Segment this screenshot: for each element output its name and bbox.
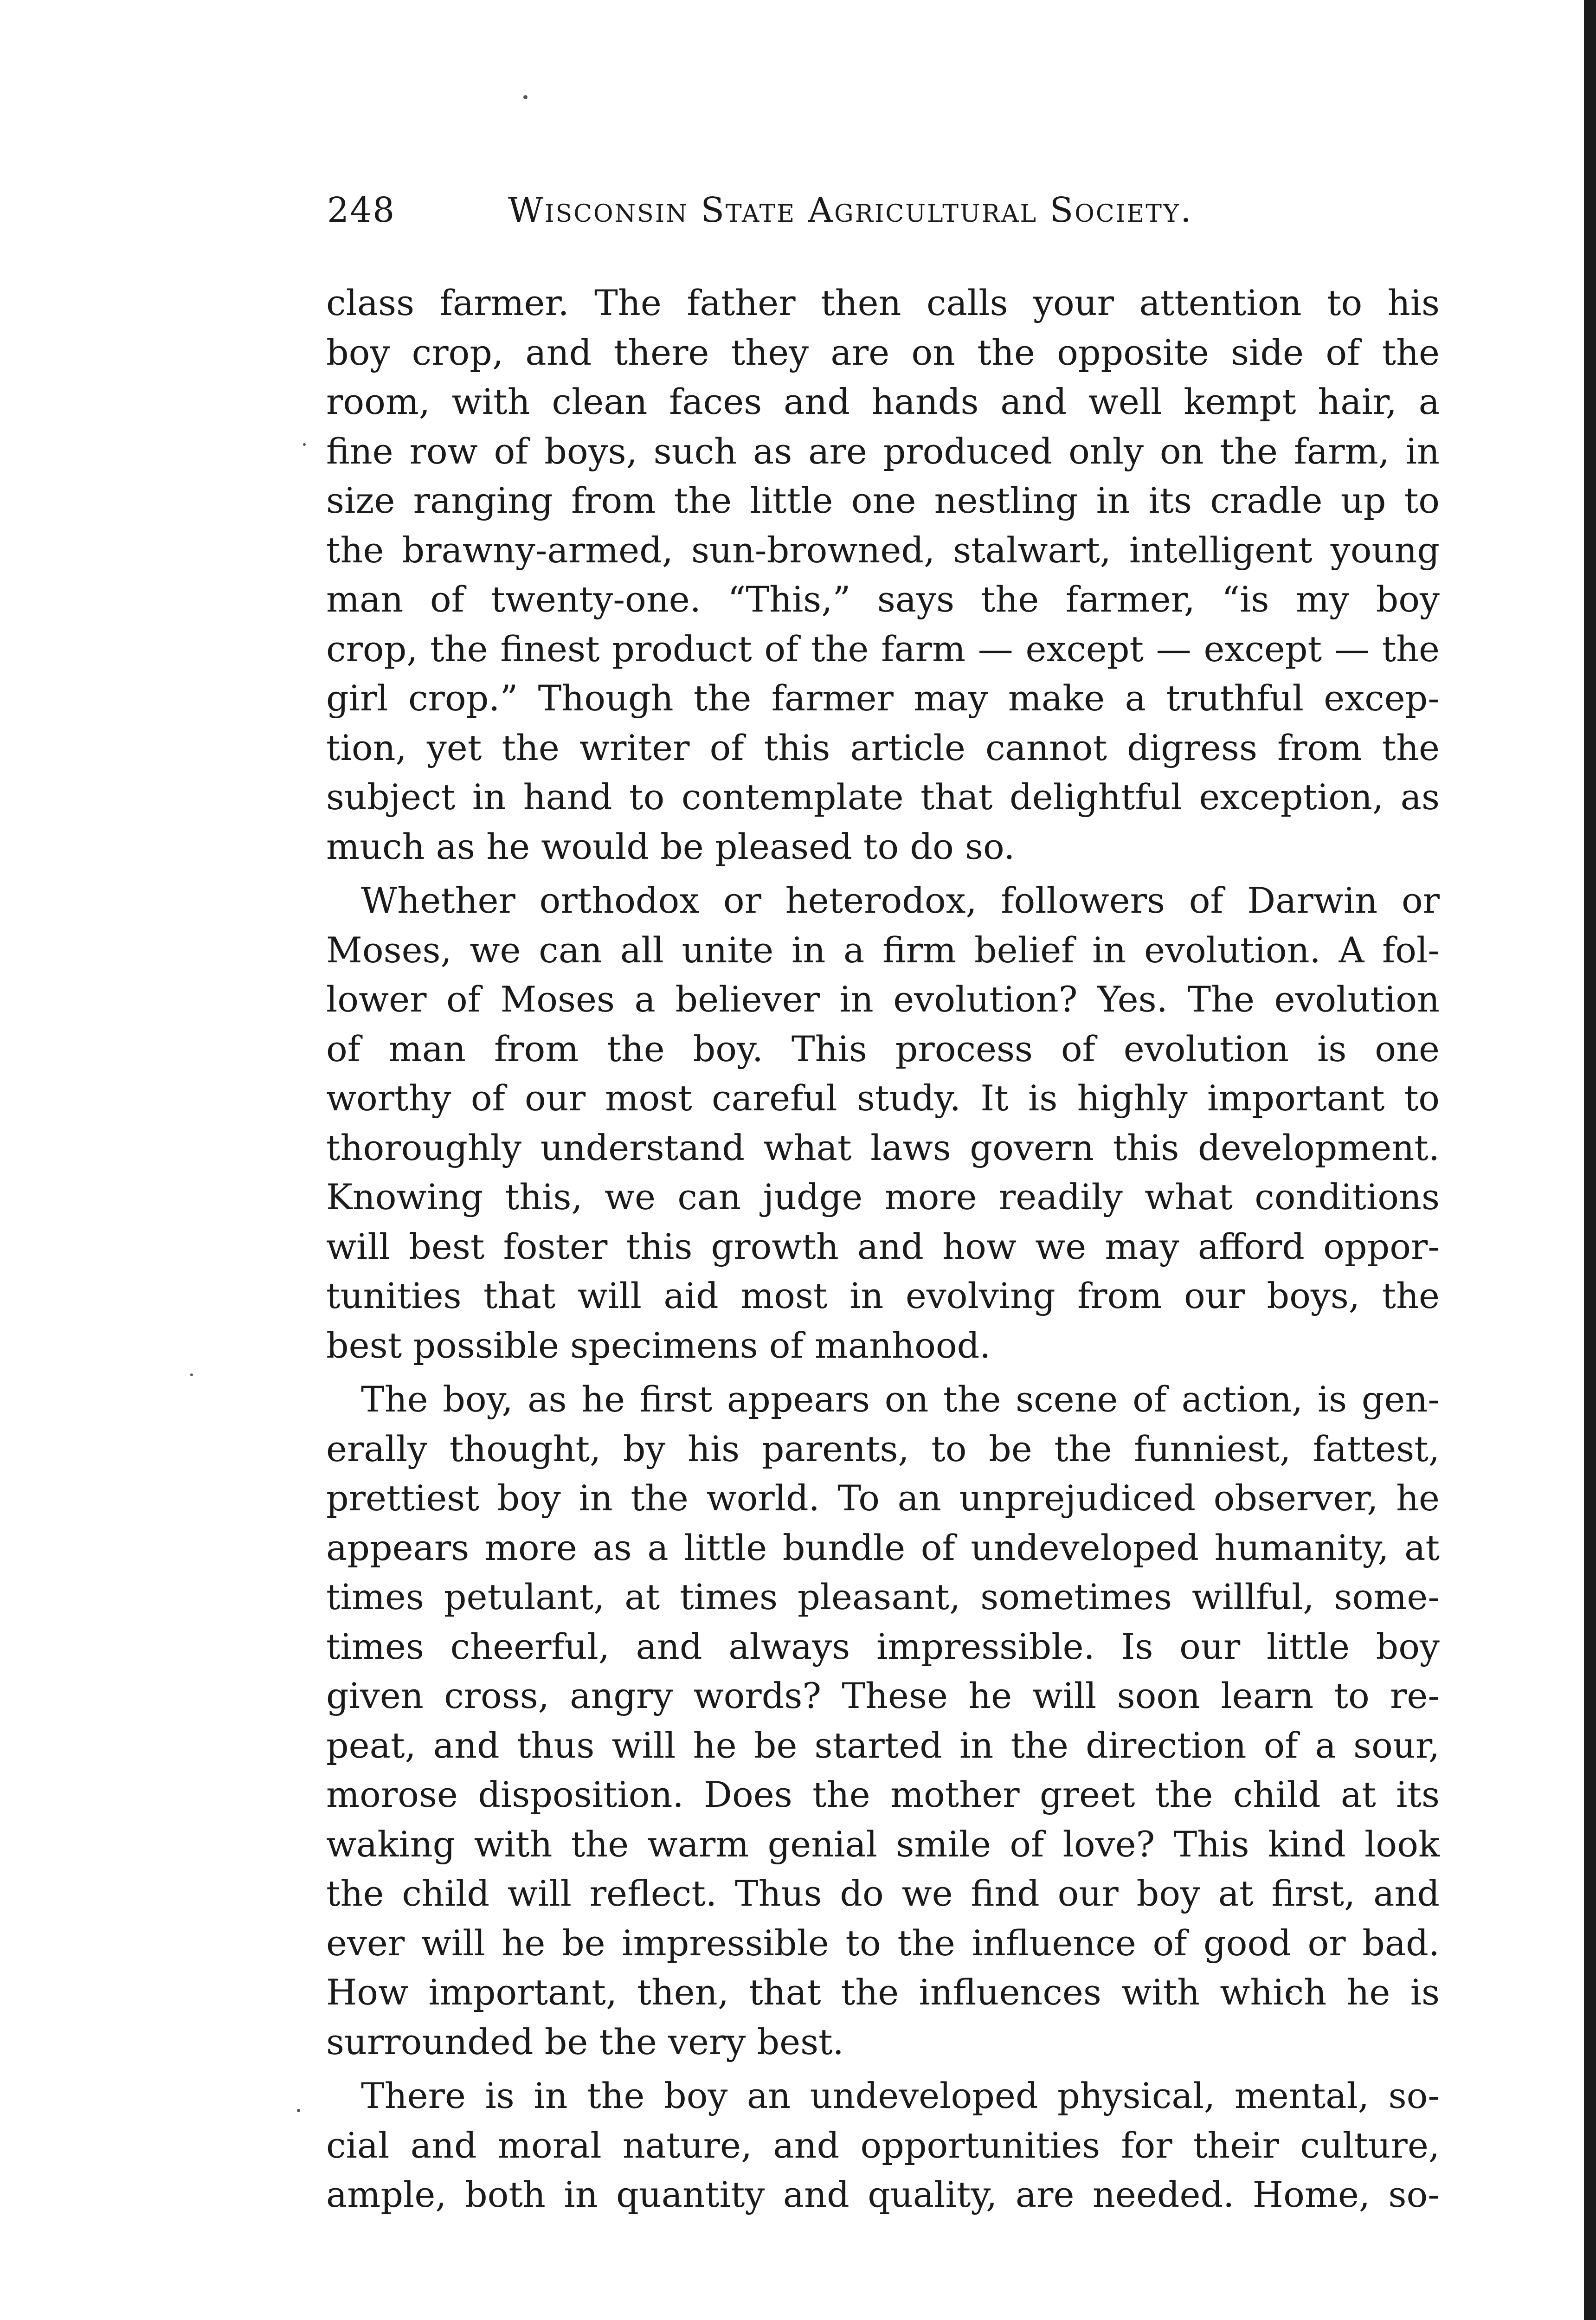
text-line: size ranging from the little one nestling in its cradle up to [326,480,1440,521]
text-line: cial and moral nature, and opportunities for their culture, [326,2124,1440,2166]
text-line: prettiest boy in the world. To an unprejudiced observer, he [326,1477,1440,1519]
text-line: appears more as a little bundle of undeveloped humanity, at [326,1527,1440,1568]
text-line: morose disposition. Does the mother greet the child at its [326,1774,1440,1815]
text-line: fine row of boys, such as are produced only on the farm, in [326,430,1440,472]
text-line: girl crop.” Though the farmer may make a truthful excep- [326,677,1440,719]
text-line: man of twenty-one. “This,” says the farmer, “is my boy [326,579,1440,620]
text-line: erally thought, by his parents, to be the funniest, fattest, [326,1428,1440,1469]
text-line: There is in the boy an undeveloped physical, mental, so- [361,2075,1440,2116]
text-line: the child will reflect. Thus do we find our boy at first, and [326,1873,1440,1914]
text-line: waking with the warm genial smile of love? This kind look [326,1823,1440,1865]
page-number: 248 [327,190,396,230]
text-line: boy crop, and there they are on the opposite side of the [326,331,1440,373]
text-line: subject in hand to contemplate that delightful exception, as [326,776,1440,818]
text-line: crop, the finest product of the farm — except — except — the [326,628,1440,670]
text-line: much as he would be pleased to do so. [326,825,1015,867]
text-line: room, with clean faces and hands and well kempt hair, a [326,381,1440,422]
text-line: times petulant, at times pleasant, sometimes willful, some- [326,1576,1440,1618]
text-line: tion, yet the writer of this article cannot digress from the [326,727,1440,768]
text-line: of man from the boy. This process of evolution is one [326,1028,1440,1070]
text-line: thoroughly understand what laws govern this development. [326,1127,1440,1168]
scan-speck [190,1373,193,1376]
text-line: Whether orthodox or heterodox, followers of Darwin or [361,880,1440,921]
text-line: given cross, angry words? These he will soon learn to re- [326,1675,1440,1716]
text-line: Moses, we can all unite in a firm belief in evolution. A fol- [326,929,1440,971]
text-line: times cheerful, and always impressible. Is our little boy [326,1625,1440,1667]
text-line: will best foster this growth and how we may afford oppor- [326,1225,1440,1267]
text-line: tunities that will aid most in evolving from our boys, the [326,1275,1440,1316]
running-title: Wisconsin State Agricultural Society. [508,190,1193,230]
paragraph [326,876,1440,1370]
text-line: ample, both in quantity and quality, are needed. Home, so- [326,2174,1440,2215]
text-line: The boy, as he first appears on the scene of action, is gen- [361,1379,1440,1420]
text-line: best possible specimens of manhood. [326,1324,991,1366]
paragraph [326,2071,1440,2220]
text-line: surrounded be the very best. [326,2021,844,2062]
page-header [327,190,1306,241]
text-line: peat, and thus will he be started in the direction of a sour, [326,1724,1440,1766]
scan-speck [303,443,306,446]
paragraph [326,278,1440,871]
text-line: lower of Moses a believer in evolution? Yes. The evolution [326,979,1440,1020]
text-line: worthy of our most careful study. It is highly important to [326,1077,1440,1119]
text-line: class farmer. The father then calls your attention to his [326,282,1440,323]
text-line: the brawny-armed, sun-browned, stalwart, intelligent young [326,529,1440,571]
scan-edge-right [1584,0,1596,2320]
paragraph [326,1375,1440,2067]
text-line: Knowing this, we can judge more readily what conditions [326,1176,1440,1218]
text-line: How important, then, that the influences with which he is [326,1972,1440,2013]
scan-speck [297,2109,300,2112]
body-text [326,278,1440,2220]
scan-speck [523,95,528,99]
text-line: ever will he be impressible to the influence of good or bad. [326,1922,1440,1964]
